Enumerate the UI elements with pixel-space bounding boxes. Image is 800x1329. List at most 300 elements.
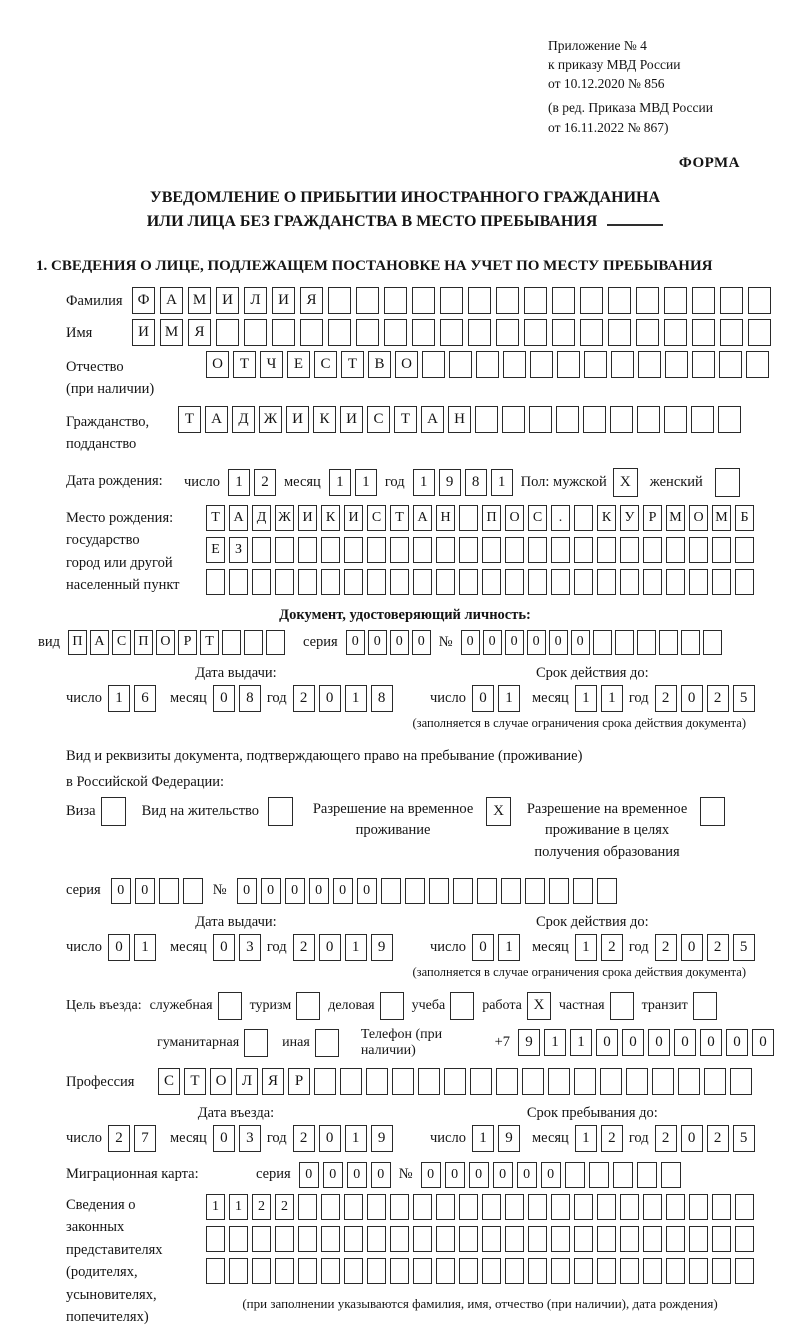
purpose-tourism: туризм	[250, 992, 321, 1020]
form-cell: С	[367, 505, 386, 531]
form-cell: 0	[346, 630, 365, 655]
form-cell	[321, 1258, 340, 1284]
form-cell	[321, 569, 340, 595]
form-cell	[321, 537, 340, 563]
form-cell: 0	[752, 1029, 774, 1056]
month-word: месяц	[531, 1129, 569, 1146]
form-cell	[637, 406, 660, 433]
issue-month-cells	[213, 685, 261, 712]
business-checkbox	[380, 992, 404, 1020]
form-cell: 0	[371, 1162, 391, 1188]
form-cell	[229, 1258, 248, 1284]
stay-year-cells	[655, 1125, 755, 1152]
day-word: число	[66, 1129, 102, 1146]
form-cell	[482, 1194, 501, 1220]
citizenship-label: Гражданство, подданство	[66, 413, 150, 453]
patronymic-row	[66, 351, 774, 401]
form-cell	[530, 351, 553, 378]
birth-day-cells	[228, 469, 276, 496]
form-cell: С	[112, 630, 131, 655]
form-cell	[482, 1258, 501, 1284]
form-title-line2: ИЛИ ЛИЦА БЕЗ ГРАЖДАНСТВА В МЕСТО ПРЕБЫВАНИЯ	[36, 210, 774, 234]
form-cell	[459, 505, 478, 531]
form-cell: Т	[184, 1068, 206, 1095]
form-cell: 0	[237, 878, 257, 904]
purpose-study: учеба	[412, 992, 475, 1020]
form-cell	[344, 1226, 363, 1252]
form-cell	[597, 878, 617, 904]
form-cell	[298, 537, 317, 563]
form-cell	[666, 1258, 685, 1284]
form-cell: А	[413, 505, 432, 531]
form-cell	[367, 1194, 386, 1220]
form-cell	[643, 1258, 662, 1284]
form-cell: 0	[412, 630, 431, 655]
forma-label: ФОРМА	[678, 154, 740, 171]
form-cell	[583, 406, 606, 433]
form-cell	[413, 569, 432, 595]
form-cell	[589, 1162, 609, 1188]
form-cell: Р	[288, 1068, 310, 1095]
stay-until-group	[430, 1105, 755, 1152]
form-cell: 0	[347, 1162, 367, 1188]
form-cell: 0	[493, 1162, 513, 1188]
form-cell	[574, 1258, 593, 1284]
appendix-line: Приложение № 4	[548, 38, 647, 53]
form-cell	[298, 1194, 317, 1220]
purpose-row	[66, 992, 774, 1020]
series-word: серия	[302, 633, 338, 650]
appendix-block	[548, 36, 774, 137]
entry-day-cells	[108, 1125, 156, 1152]
appendix-line: к приказу МВД России	[548, 57, 681, 73]
form-cell	[229, 1226, 248, 1252]
form-cell: Р	[178, 630, 197, 655]
form-cell: К	[321, 505, 340, 531]
form-cell: А	[205, 406, 228, 433]
validity-year-cells	[655, 685, 755, 712]
form-cell: Л	[244, 287, 267, 314]
form-cell: Я	[300, 287, 323, 314]
form-cell	[405, 878, 425, 904]
visa-label: Виза	[66, 802, 96, 819]
form-cell	[381, 878, 401, 904]
form-cell: Я	[262, 1068, 284, 1095]
form-cell: Т	[233, 351, 256, 378]
form-cell: К	[597, 505, 616, 531]
form-cell	[436, 569, 455, 595]
form-cell: 2	[601, 934, 623, 961]
form-cell	[551, 1258, 570, 1284]
temp-residence-checkbox: X	[486, 797, 511, 826]
form-cell	[482, 537, 501, 563]
form-cell	[556, 406, 579, 433]
visa-checkbox	[101, 797, 126, 826]
form-cell: 1	[575, 685, 597, 712]
form-cell: 0	[213, 934, 235, 961]
form-cell	[390, 1258, 409, 1284]
form-cell	[666, 1194, 685, 1220]
form-cell: Ф	[132, 287, 155, 314]
form-cell: 0	[319, 934, 341, 961]
id-doc-row	[38, 630, 774, 655]
form-cell	[574, 1068, 596, 1095]
amendment-line: (в ред. Приказа МВД России	[548, 100, 713, 116]
form-cell	[384, 287, 407, 314]
form-cell: 2	[707, 685, 729, 712]
form-cell: 0	[357, 878, 377, 904]
entry-dates-row	[66, 1105, 774, 1152]
profession-cells	[158, 1068, 752, 1095]
purpose-official: служебная	[150, 992, 242, 1020]
form-cell	[470, 1068, 492, 1095]
representatives-block	[66, 1194, 774, 1329]
form-cell: 0	[571, 630, 590, 655]
form-cell: Д	[252, 505, 271, 531]
form-cell: 9	[439, 469, 461, 496]
form-cell: 1	[329, 469, 351, 496]
number-word: №	[212, 882, 227, 899]
form-cell	[748, 319, 771, 346]
form-cell: 1	[206, 1194, 225, 1220]
form-cell: О	[206, 351, 229, 378]
month-word: месяц	[169, 689, 207, 706]
form-cell	[608, 319, 631, 346]
form-cell	[719, 351, 742, 378]
year-word: год	[384, 473, 405, 490]
option-temp-residence-education	[523, 797, 725, 864]
form-cell: И	[298, 505, 317, 531]
form-cell	[502, 406, 525, 433]
form-cell	[548, 1068, 570, 1095]
form-cell	[366, 1068, 388, 1095]
form-cell: Е	[206, 537, 225, 563]
form-cell: 5	[733, 1125, 755, 1152]
sex-label: Пол: мужской	[520, 473, 607, 490]
form-cell: 6	[134, 685, 156, 712]
form-cell	[720, 319, 743, 346]
form-cell	[597, 1226, 616, 1252]
form-cell: 2	[108, 1125, 130, 1152]
form-cell: 5	[733, 934, 755, 961]
form-cell	[244, 630, 263, 655]
form-cell: 0	[681, 934, 703, 961]
form-cell: П	[68, 630, 87, 655]
form-cell: 2	[293, 685, 315, 712]
validity-day-cells	[472, 685, 520, 712]
form-cell: Р	[643, 505, 662, 531]
form-cell	[367, 1226, 386, 1252]
residence-issue-month-cells	[213, 934, 261, 961]
day-word: число	[430, 1129, 466, 1146]
year-word: год	[628, 1129, 649, 1146]
form-cell: П	[134, 630, 153, 655]
form-cell: 0	[596, 1029, 618, 1056]
form-cell: 1	[491, 469, 513, 496]
birth-place-block	[66, 505, 774, 597]
issue-heading: Дата выдачи:	[195, 664, 277, 681]
form-cell: 0	[261, 878, 281, 904]
birth-place-line1	[206, 505, 754, 531]
form-cell	[505, 1226, 524, 1252]
sex-male-checkbox: X	[613, 468, 638, 497]
series-word: серия	[66, 882, 101, 899]
form-cell	[216, 319, 239, 346]
form-cell: О	[689, 505, 708, 531]
form-cell	[298, 1258, 317, 1284]
phone-label: Телефон (при наличии)	[360, 1026, 443, 1058]
form-cell	[496, 287, 519, 314]
form-cell: П	[482, 505, 501, 531]
validity-heading: Срок действия до:	[535, 664, 649, 681]
form-cell	[367, 569, 386, 595]
purpose-transit: транзит	[642, 992, 717, 1020]
form-cell	[620, 537, 639, 563]
day-word: число	[184, 473, 220, 490]
form-cell: 0	[368, 630, 387, 655]
form-cell	[229, 569, 248, 595]
year-word: год	[266, 1129, 287, 1146]
form-cell: 0	[541, 1162, 561, 1188]
stay-day-cells	[472, 1125, 520, 1152]
form-cell: М	[188, 287, 211, 314]
form-cell	[689, 1258, 708, 1284]
citizenship-row	[66, 406, 774, 456]
temp-residence-label: Разрешение на временное проживание	[312, 800, 474, 839]
form-cell	[574, 505, 593, 531]
form-cell: А	[421, 406, 444, 433]
form-cell: 0	[472, 685, 494, 712]
form-cell: З	[229, 537, 248, 563]
form-cell: 0	[681, 685, 703, 712]
other-checkbox	[315, 1029, 339, 1057]
form-cell: 1	[498, 685, 520, 712]
form-cell	[413, 1226, 432, 1252]
form-cell	[608, 287, 631, 314]
form-cell: 1	[601, 685, 623, 712]
form-cell: 1	[229, 1194, 248, 1220]
form-cell	[689, 537, 708, 563]
form-cell	[222, 630, 241, 655]
form-cell	[643, 1194, 662, 1220]
form-cell	[321, 1226, 340, 1252]
form-cell: 9	[371, 1125, 393, 1152]
day-word: число	[430, 938, 466, 955]
form-cell	[584, 351, 607, 378]
form-cell	[626, 1068, 648, 1095]
form-cell	[459, 1226, 478, 1252]
given-name-label: Имя	[66, 324, 93, 341]
form-cell	[613, 1162, 633, 1188]
form-cell	[593, 630, 612, 655]
form-cell: 0	[333, 878, 353, 904]
section1-heading: 1. СВЕДЕНИЯ О ЛИЦЕ, ПОДЛЕЖАЩЕМ ПОСТАНОВКЕ НА УЧЕТ ПО МЕСТУ ПРЕБЫВАНИЯ	[36, 257, 713, 274]
form-cell	[314, 1068, 336, 1095]
form-cell	[367, 537, 386, 563]
form-cell: 0	[390, 630, 409, 655]
form-cell: 0	[319, 685, 341, 712]
form-cell: 0	[472, 934, 494, 961]
form-cell: Т	[341, 351, 364, 378]
patronymic-label: Отчество (при наличии)	[66, 358, 155, 398]
form-cell: А	[160, 287, 183, 314]
form-cell	[678, 1068, 700, 1095]
migration-number-cells	[421, 1162, 681, 1188]
form-cell: 0	[421, 1162, 441, 1188]
private-checkbox	[610, 992, 634, 1020]
form-cell	[468, 287, 491, 314]
official-checkbox	[218, 992, 242, 1020]
form-cell: М	[666, 505, 685, 531]
form-cell	[664, 319, 687, 346]
form-cell: 0	[323, 1162, 343, 1188]
form-cell: 2	[655, 685, 677, 712]
form-cell: 9	[518, 1029, 540, 1056]
form-cell: Т	[206, 505, 225, 531]
residence-intro-line2: в Российской Федерации:	[66, 773, 225, 790]
form-cell: М	[712, 505, 731, 531]
form-cell: 1	[575, 934, 597, 961]
form-cell	[344, 1194, 363, 1220]
form-cell: 2	[293, 934, 315, 961]
id-doc-issue-group	[66, 665, 406, 712]
given-name-row	[66, 319, 774, 346]
form-cell: 8	[465, 469, 487, 496]
form-cell	[611, 351, 634, 378]
form-cell: 1	[345, 685, 367, 712]
form-cell	[328, 319, 351, 346]
form-cell	[735, 1194, 754, 1220]
issue-heading: Дата выдачи:	[195, 913, 277, 930]
form-cell	[574, 537, 593, 563]
entry-heading: Дата въезда:	[197, 1104, 275, 1121]
form-cell	[422, 351, 445, 378]
form-body	[36, 287, 774, 1329]
form-cell: 1	[108, 685, 130, 712]
form-cell	[275, 1226, 294, 1252]
form-cell: 2	[707, 1125, 729, 1152]
form-cell	[620, 1194, 639, 1220]
form-cell: К	[313, 406, 336, 433]
form-cell	[505, 537, 524, 563]
id-doc-validity-group	[430, 665, 755, 712]
form-cell	[574, 1194, 593, 1220]
representatives-note: (при заполнении указываются фамилия, имя, отчество (при наличии), дата рождения)	[242, 1295, 718, 1311]
residence-number-cells	[237, 878, 617, 904]
form-cell: 1	[134, 934, 156, 961]
form-cell	[528, 569, 547, 595]
form-cell	[390, 569, 409, 595]
form-cell	[459, 1194, 478, 1220]
validity-note: (заполняется в случае ограничения срока действия документа)	[412, 964, 746, 979]
form-cell	[746, 351, 769, 378]
profession-row	[66, 1068, 774, 1095]
form-cell	[652, 1068, 674, 1095]
phone-prefix: +7	[494, 1034, 510, 1051]
form-cell: 0	[681, 1125, 703, 1152]
form-cell	[275, 1258, 294, 1284]
validity-heading: Срок действия до:	[535, 913, 649, 930]
form-cell: Н	[436, 505, 455, 531]
purpose-work: работа X	[482, 992, 551, 1020]
residence-options-row	[66, 797, 774, 864]
form-cell	[643, 569, 662, 595]
form-cell: 0	[213, 1125, 235, 1152]
form-cell	[392, 1068, 414, 1095]
form-cell: 9	[498, 1125, 520, 1152]
stay-month-cells	[575, 1125, 623, 1152]
form-cell	[344, 1258, 363, 1284]
form-cell: 9	[371, 934, 393, 961]
form-cell: О	[156, 630, 175, 655]
form-cell	[340, 1068, 362, 1095]
form-cell: И	[272, 287, 295, 314]
form-cell: 1	[345, 1125, 367, 1152]
form-cell	[735, 1258, 754, 1284]
form-cell	[620, 1226, 639, 1252]
form-cell: 2	[655, 934, 677, 961]
form-cell	[643, 1226, 662, 1252]
form-cell	[718, 406, 741, 433]
form-cell	[496, 319, 519, 346]
form-cell	[597, 1258, 616, 1284]
residence-intro-line1: Вид и реквизиты документа, подтверждающего право на пребывание (проживание)	[66, 747, 583, 764]
appendix-line: от 10.12.2020 № 856	[548, 76, 665, 92]
purpose-private: частная	[559, 992, 634, 1020]
day-word: число	[430, 689, 466, 706]
surname-row	[66, 287, 774, 314]
month-word: месяц	[283, 473, 321, 490]
form-cell: 2	[707, 934, 729, 961]
form-cell	[418, 1068, 440, 1095]
form-cell	[712, 1258, 731, 1284]
year-word: год	[628, 689, 649, 706]
form-cell	[436, 537, 455, 563]
form-cell	[659, 630, 678, 655]
temp-residence-education-checkbox	[700, 797, 725, 826]
form-cell	[620, 569, 639, 595]
migration-card-label: Миграционная карта:	[66, 1166, 199, 1183]
form-cell: С	[158, 1068, 180, 1095]
validity-month-cells	[575, 685, 623, 712]
form-cell: Ж	[275, 505, 294, 531]
form-cell: М	[160, 319, 183, 346]
form-cell: И	[216, 287, 239, 314]
form-cell	[573, 878, 593, 904]
sex-female-label: женский	[649, 473, 703, 490]
form-cell	[597, 537, 616, 563]
form-cell: 0	[319, 1125, 341, 1152]
id-doc-number-cells	[461, 630, 722, 655]
migration-series-cells	[299, 1162, 391, 1188]
form-cell: 0	[445, 1162, 465, 1188]
tourism-checkbox	[296, 992, 320, 1020]
entry-date-group	[66, 1105, 406, 1152]
form-cell: С	[528, 505, 547, 531]
form-cell	[252, 1258, 271, 1284]
validity-note: (заполняется в случае ограничения срока действия документа)	[412, 715, 746, 730]
form-cell	[477, 878, 497, 904]
form-cell	[692, 319, 715, 346]
form-cell	[580, 319, 603, 346]
form-cell: Т	[390, 505, 409, 531]
option-residence-permit	[142, 797, 293, 826]
residence-intro	[66, 743, 774, 795]
form-cell	[666, 569, 685, 595]
series-word: серия	[256, 1166, 291, 1183]
form-cell	[505, 1194, 524, 1220]
form-cell: 3	[239, 1125, 261, 1152]
